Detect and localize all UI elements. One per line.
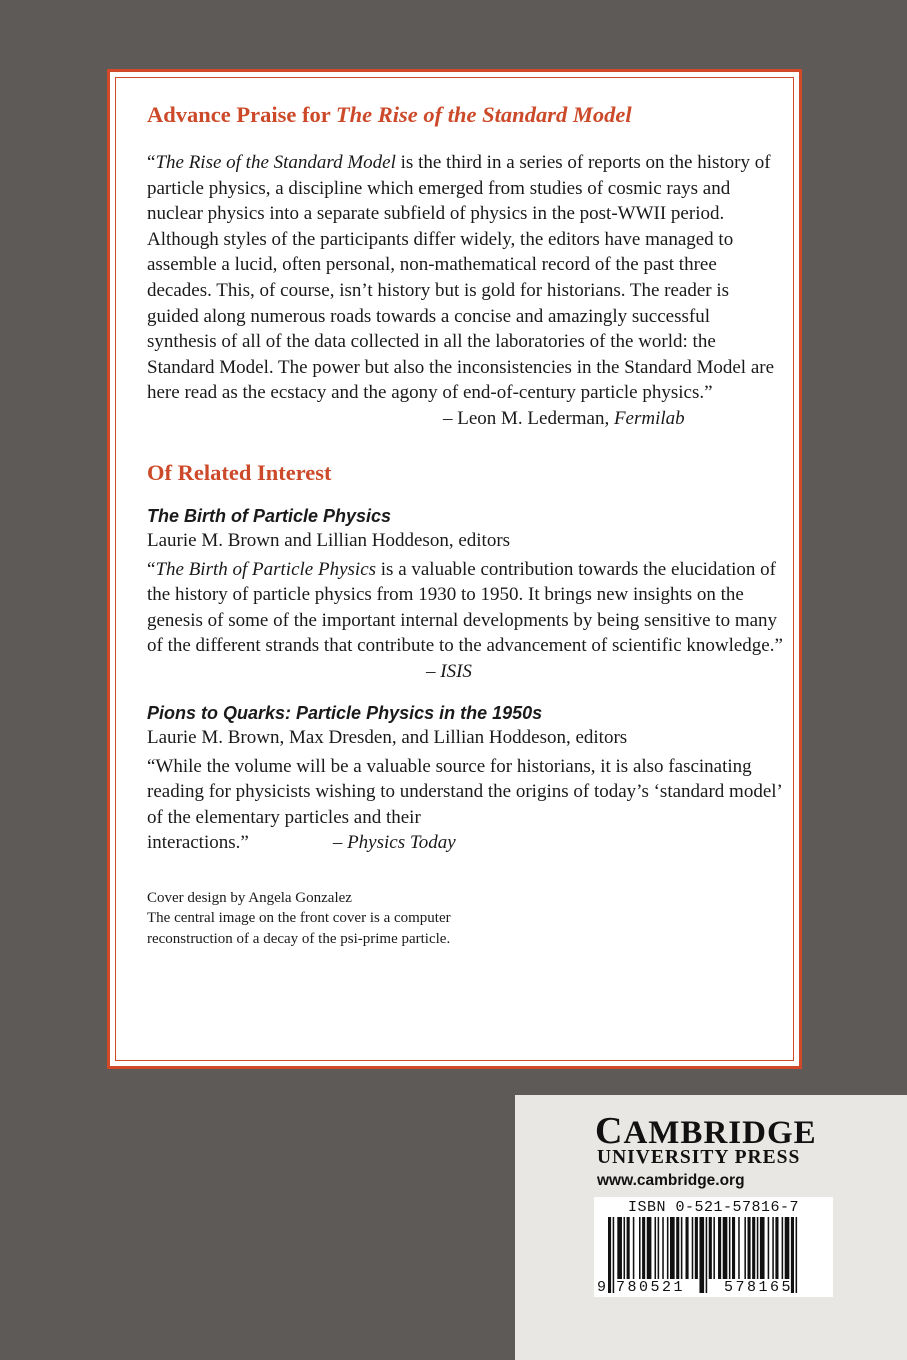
cover-image-credit-line2: reconstruction of a decay of the psi-prime particle. [147,930,451,947]
isbn-label: ISBN 0-521-57816-7 [627,1199,800,1216]
barcode-digits [594,1279,833,1297]
barcode-bar [760,1217,765,1279]
barcode-bar [633,1217,635,1279]
barcode-bar [768,1217,770,1279]
lederman-quote-open: “ [147,152,156,173]
barcode-bar [647,1217,652,1279]
barcode-bar [782,1217,784,1279]
book1-quote-body: is a valuable contribution towards the elucidation of the history of particle physics from 1930 to 1950. It brings new insights on the genesis of some of the important internal developments by being sensitive to many of the different strands that contribute to the advancement of scientific knowledge.” [147,558,783,657]
book2-quote: “While the volume will be a valuable source for historians, it is also fascinating reading for physicists wishing to understand the origins of today’s ‘standard model’ of the elementary particles and their [147,755,782,828]
barcode-bar [670,1217,675,1279]
barcode-bar [738,1217,740,1279]
barcode-bar [757,1217,759,1279]
barcode-bar [658,1217,660,1279]
barcode-bar [662,1217,664,1279]
lederman-attribution [147,406,787,432]
book2-quote-end-line [147,830,787,856]
barcode-bar [655,1217,657,1279]
book1-title: The Birth of Particle Physics [147,505,392,526]
lederman-quote-body: is the third in a series of reports on the history of particle physics, a discipline which emerged from studies of cosmic rays and nuclear physics into a separate subfield of physics in the post-WWII period. Although styles of the participants differ widely, the editors have managed to assemble a lucid, often personal, non-mathematical record of the past three decades. This, of course, isn’t history but is gold for historians. The reader is guided along numerous roads towards a concise and amazingly successful synthesis of all of the data collected in all the laboratories of the world: the Standard Model. The power but also the inconsistencies in the Standard Model are here read as the ecstacy and the agony of end-of-century particle physics.” [147,152,775,404]
barcode-bar [729,1217,731,1279]
barcode-bar [752,1217,755,1279]
publisher-name-initial: C [595,1110,624,1152]
barcode-bar [617,1217,622,1279]
book1-quote-title: The Birth of Particle Physics [155,558,377,580]
barcode-bar [709,1217,712,1279]
barcode-bar [627,1217,630,1279]
barcode-bar [686,1217,689,1279]
barcode-digits-right: 578165 [724,1279,794,1296]
publisher-name-rest: AMBRIDGE [623,1115,817,1151]
book2-attribution: – Physics Today [332,832,456,854]
barcode-bar [642,1217,645,1279]
publisher-press: UNIVERSITY PRESS [597,1147,801,1168]
publisher-name [595,1110,817,1152]
cover-credits [147,888,787,950]
cover-image-credit-line1: The central image on the front cover is a computer [147,910,451,927]
book1-attribution-text: – ISIS [426,660,472,682]
barcode-bar [723,1217,728,1279]
lederman-attribution-name: – Leon M. Lederman, [443,407,614,429]
barcode-bar [681,1217,683,1279]
book2-quote-end: interactions.” [147,832,249,854]
barcode-bar [748,1217,751,1279]
cover-design-credit: Cover design by Angela Gonzalez [147,889,352,906]
book1-quote [147,557,787,659]
related-interest-heading: Of Related Interest [147,459,332,485]
barcode-digit-first: 9 [597,1279,607,1296]
advance-praise-heading-prefix: Advance Praise for [147,102,336,127]
barcode-bar [692,1217,694,1279]
barcode-bar [775,1217,778,1279]
barcode-bar [713,1217,715,1279]
barcode-bar [695,1217,698,1279]
barcode-bar [667,1217,669,1279]
book1-attribution [147,659,787,685]
barcode-bar [639,1217,641,1279]
book2-title: Pions to Quarks: Particle Physics in the 1950s [147,702,543,723]
publisher-website: www.cambridge.org [597,1172,745,1189]
panel-content [147,100,787,949]
book1-quote-open: “ [147,558,156,580]
advance-praise-heading [147,100,787,130]
barcode-digits-left: 780521 [616,1279,686,1296]
lederman-attribution-affiliation: Fermilab [613,407,685,429]
barcode-bar [718,1217,721,1279]
book1-editors: Laurie M. Brown and Lillian Hoddeson, editors [147,529,511,551]
barcode-bar [624,1217,626,1279]
lederman-quote-title: The Rise of the Standard Model [155,152,396,173]
book2-editors: Laurie M. Brown, Max Dresden, and Lillian Hoddeson, editors [147,726,628,748]
barcode-bar [732,1217,735,1279]
publisher-box [515,1095,907,1360]
barcode-bar [676,1217,679,1279]
barcode-bar [772,1217,774,1279]
advance-praise-heading-title: The Rise of the Standard Model [335,102,632,127]
barcode-block [594,1197,833,1297]
lederman-quote [147,150,777,406]
barcode-bar [744,1217,746,1279]
praise-panel [107,69,802,1069]
barcode-bar [785,1217,790,1279]
